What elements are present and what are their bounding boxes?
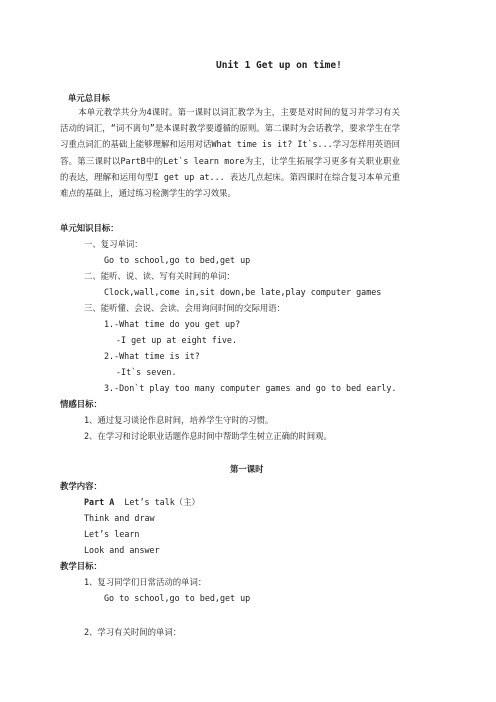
content-heading: 教学内容： [60, 481, 102, 491]
lesson-1-heading: 第一课时 [230, 464, 264, 474]
emotion-item-1: 1、通过复习谈论作息时间，培养学生守时的习惯。 [84, 415, 274, 425]
knowledge-item-10: 3.-Don`t play too many computer games and go to bed early. [104, 383, 397, 393]
knowledge-item-1: 一、复习单词： [84, 239, 143, 249]
knowledge-item-7: -I get up at eight five. [116, 335, 238, 345]
content-item-think-draw: Think and draw [84, 513, 155, 523]
knowledge-heading: 单元知识目标： [60, 223, 119, 233]
content-item-look-answer: Look and answer [84, 545, 160, 555]
knowledge-item-2: Go to school,go to bed,get up [104, 255, 251, 265]
unit-goal-body-text: 本单元教学共分为4课时。第一课时以词汇教学为主，主要是对时间的复习并学习有关活动的词汇，“词不离句”是本课时教学要遵循的原则。第二课时为会话教学，要求学生在学习重点词汇的基础上能够理解和运用对话What time is it? It`s...学习怎样用英语回答。第三课时以PartB中的Let`s learn more为主，让学生拓展学习更多有关职业职业的表达，理解和运用句型I get up at... 表达几点起床。第四课时在综合复习本单元重难点的基础上，通过练习检测学生的学习效果。 [60, 107, 400, 199]
knowledge-item-8: 2.-What time is it? [104, 351, 200, 361]
page-title: Unit 1 Get up on time! [216, 60, 342, 71]
goal-item-2: Go to school,go to bed,get up [104, 593, 251, 603]
knowledge-item-3: 二、能听、说、读、写有关时间的单词： [84, 271, 235, 281]
unit-goal-heading: 单元总目标 [68, 93, 110, 103]
goal-item-1: 1、复习同学们日常活动的单词： [84, 577, 207, 587]
knowledge-item-9: -It`s seven. [116, 367, 177, 377]
content-item-lets-learn: Let’s learn [84, 529, 140, 539]
emotion-heading: 情感目标： [60, 399, 102, 409]
knowledge-item-6: 1.-What time do you get up? [104, 319, 241, 329]
goal-item-3: 2、学习有关时间的单词： [84, 627, 182, 637]
unit-goal-body [60, 104, 400, 201]
part-a-text: Let’s talk（主） [124, 497, 200, 507]
part-a-label: Part A [84, 497, 115, 507]
knowledge-item-4: Clock,wall,come in,sit down,be late,play computer games [104, 287, 382, 297]
part-a-line [84, 496, 200, 508]
knowledge-item-5: 三、能听懂、会说、会读、会用询问时间的交际用语： [84, 303, 285, 313]
emotion-item-2: 2、在学习和讨论职业话题作息时间中帮助学生树立正确的时间观。 [84, 431, 332, 441]
goals-heading: 教学目标： [60, 561, 102, 571]
